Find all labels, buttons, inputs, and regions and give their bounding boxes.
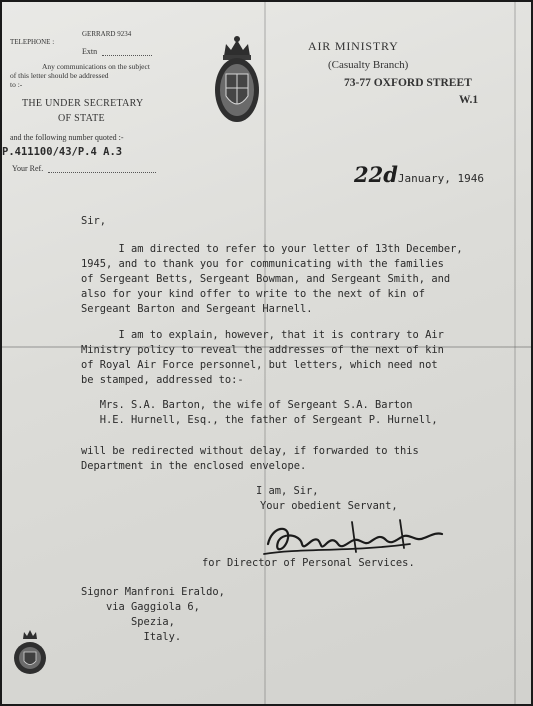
body-line: will be redirected without delay, if forwarded to this xyxy=(81,445,419,457)
date-month-year: January, 1946 xyxy=(397,172,485,185)
body-line: Department in the enclosed envelope. xyxy=(81,460,307,472)
body-line: 1945, and to thank you for communicating with the families xyxy=(81,258,444,270)
fold-crease xyxy=(514,2,516,704)
salutation: Sir, xyxy=(81,215,107,227)
date-day: 22d xyxy=(354,162,398,187)
signed-for: for Director of Personal Services. xyxy=(202,557,415,569)
paragraph-2 xyxy=(81,328,444,388)
address-note-1: Any communications on the subject xyxy=(42,62,150,71)
addressee-list xyxy=(81,398,438,428)
ministry-branch: (Casualty Branch) xyxy=(328,59,409,71)
body-line: of Sergeant Betts, Sergeant Bowman, and Sergeant Smith, and xyxy=(81,273,451,285)
letter-date xyxy=(354,162,484,187)
body-line: Sergeant Barton and Sergeant Harnell. xyxy=(81,303,313,315)
address-line: Signor Manfroni Eraldo, xyxy=(81,586,225,598)
closing-1: I am, Sir, xyxy=(256,485,319,497)
address-line: Italy. xyxy=(81,631,182,643)
address-line: via Gaggiola 6, xyxy=(81,601,200,613)
body-line: of Royal Air Force personnel, but letters, which need not xyxy=(81,359,438,371)
telephone-label: TELEPHONE : xyxy=(10,38,55,46)
body-line: I am directed to refer to your letter of 13th December, xyxy=(81,243,463,255)
body-line: Ministry policy to reveal the addresses of the next of kin xyxy=(81,344,444,356)
closing-2: Your obedient Servant, xyxy=(260,500,398,512)
ministry-name: AIR MINISTRY xyxy=(308,39,399,53)
body-line: I am to explain, however, that it is contrary to Air xyxy=(81,329,444,341)
address-line: Spezia, xyxy=(81,616,175,628)
ministry-district: W.1 xyxy=(459,94,479,106)
extn-label: Extn xyxy=(82,47,98,56)
addressee-line-2: OF STATE xyxy=(58,113,105,124)
body-line: also for your kind offer to write to the next of kin of xyxy=(81,288,426,300)
addressee-line-1: THE UNDER SECRETARY xyxy=(22,98,144,109)
telephone-number: GERRARD 9234 xyxy=(82,30,132,38)
reference-number: P.411100/43/P.4 A.3 xyxy=(2,146,123,158)
extn-line xyxy=(102,55,152,56)
small-crest-icon xyxy=(12,630,48,678)
addressee-item: H.E. Hurnell, Esq., the father of Sergeant P. Hurnell, xyxy=(81,414,438,426)
paragraph-3 xyxy=(81,444,419,474)
your-ref-line xyxy=(48,172,156,173)
recipient-address xyxy=(81,585,225,645)
royal-crest-icon xyxy=(210,34,264,126)
address-note-2: of this letter should be addressed xyxy=(10,71,109,80)
your-ref-label: Your Ref. xyxy=(12,164,44,173)
paragraph-1 xyxy=(81,242,463,317)
addressee-item: Mrs. S.A. Barton, the wife of Sergeant S.A. Barton xyxy=(81,399,413,411)
ministry-street: 73-77 OXFORD STREET xyxy=(344,77,472,89)
letter-page xyxy=(2,2,531,704)
body-line: be stamped, addressed to:- xyxy=(81,374,244,386)
address-note-3: to :- xyxy=(10,80,23,89)
quote-note: and the following number quoted :- xyxy=(10,133,124,142)
